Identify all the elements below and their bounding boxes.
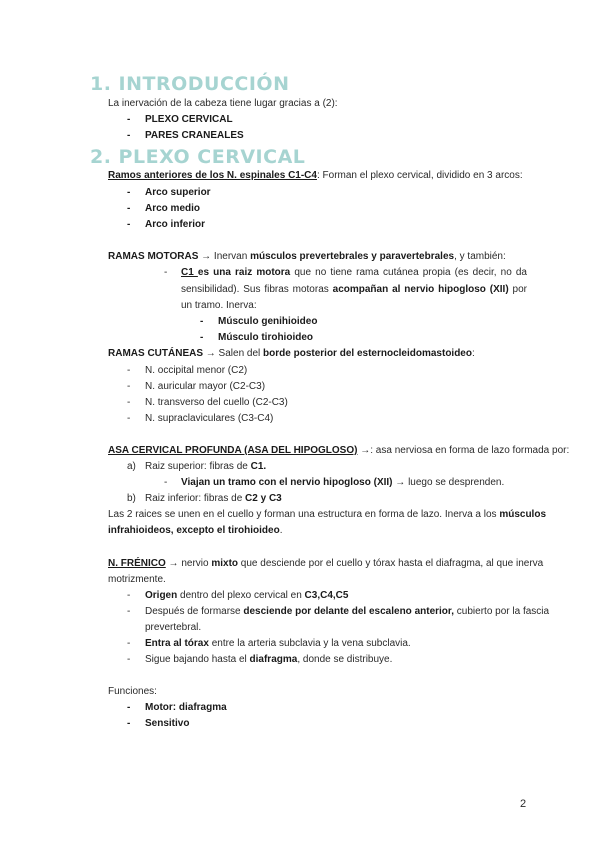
list-marker: b) [127, 493, 136, 504]
list-item: Arco inferior [145, 219, 206, 230]
bullet-dash: - [127, 654, 131, 665]
list-item: Arco superior [145, 187, 211, 198]
section-1-heading: 1. INTRODUCCIÓN [90, 73, 290, 95]
text-run-bold: diafragma [249, 654, 298, 665]
bullet-dash: - [127, 187, 131, 198]
text-run: Raiz inferior: fibras de [145, 493, 246, 504]
ramas-cutaneas-label: RAMAS CUTÁNEAS [108, 348, 203, 359]
asa-paragraph-line1 [108, 507, 547, 524]
bullet-dash: - [127, 413, 131, 424]
text-run-bold: Viajan un tramo con el nervio hipogloso (XII) [181, 477, 393, 488]
text-run-bold: C3,C4,C5 [304, 590, 349, 601]
bullet-dash: - [127, 203, 131, 214]
frenico-label: N. FRÉNICO [108, 558, 166, 569]
text-run-bold: acompañan al nervio hipogloso (XII) [332, 283, 509, 295]
bullet-dash: - [164, 477, 168, 488]
bullet-dash: - [127, 590, 131, 601]
frenico-paragraph-line1 [108, 556, 544, 573]
asa-cervical-label: ASA CERVICAL PROFUNDA (ASA DEL HIPOGLOSO) [108, 445, 358, 456]
ramos-text: : Forman el plexo cervical, dividido en 3 arcos: [316, 170, 523, 181]
list-item [145, 604, 549, 621]
bullet-dash: - [127, 130, 131, 141]
text-run: entre la arteria subclavia y la vena subclavia. [208, 638, 411, 649]
list-item: Sensitivo [145, 718, 190, 729]
text-run-bold: músculos [499, 509, 547, 520]
c1-paragraph [181, 265, 527, 315]
text-run: dentro del plexo cervical en [177, 590, 305, 601]
text-run: que no tiene rama cutánea propia (es decir, no da sensibilidad). Sus fibras motoras [181, 267, 527, 295]
list-item: N. transverso del cuello (C2-C3) [145, 397, 288, 408]
asa-paragraph-line2 [108, 523, 526, 540]
list-item: PLEXO CERVICAL [145, 114, 233, 125]
bullet-dash: - [127, 219, 131, 230]
text-run-bold: C1. [250, 461, 267, 472]
text-run: cubierto por la fascia [454, 606, 550, 617]
section-2-heading: 2. PLEXO CERVICAL [90, 146, 306, 168]
list-marker: a) [127, 461, 136, 472]
text-run: Las 2 raices se unen en el cuello y forman una estructura en forma de lazo. Inerva a los [108, 509, 500, 520]
text-run: → luego se desprenden. [392, 477, 505, 488]
text-run: , y también: [454, 251, 506, 262]
bullet-dash: - [200, 332, 204, 343]
bullet-dash: - [200, 316, 204, 327]
text-run: → nervio [165, 558, 212, 569]
text-run: →: asa nerviosa en forma de lazo formada por: [357, 445, 570, 456]
text-run-bold: infrahioideos, excepto el tirohioideo [108, 525, 280, 536]
bullet-dash: - [127, 114, 131, 125]
list-item: Músculo tirohioideo [218, 332, 313, 343]
bullet-dash: - [127, 606, 131, 617]
ramos-label: Ramos anteriores de los N. espinales C1-C4 [108, 170, 317, 181]
frenico-paragraph-line2: motrizmente. [108, 574, 166, 585]
list-item: PARES CRANEALES [145, 130, 244, 141]
ramas-cutaneas-paragraph [108, 346, 526, 363]
list-item [145, 491, 282, 508]
intro-text: La inervación de la cabeza tiene lugar gracias a (2): [108, 98, 338, 109]
text-run: por un tramo. Inerva: [181, 283, 527, 311]
bullet-dash: - [127, 381, 131, 392]
text-run-bold: es una raiz motora [197, 267, 291, 278]
bullet-dash: - [164, 267, 168, 278]
text-run: : [471, 348, 475, 359]
list-item [145, 459, 266, 476]
asa-cervical-paragraph [108, 443, 570, 460]
text-run: Sigue bajando hasta el [145, 654, 250, 665]
list-item: Músculo genihioideo [218, 316, 318, 327]
ramas-motoras-label: RAMAS MOTORAS [108, 251, 199, 262]
text-run: . [279, 525, 283, 536]
text-run-bold: músculos prevertebrales y paravertebrales [250, 251, 455, 262]
bullet-dash: - [127, 718, 131, 729]
text-run: , donde se distribuye. [297, 654, 393, 665]
list-item: N. auricular mayor (C2-C3) [145, 381, 266, 392]
text-run-bold: Entra al tórax [145, 638, 209, 649]
list-item-continuation: prevertebral. [145, 622, 202, 633]
list-item [181, 475, 504, 492]
text-run-bold: mixto [211, 558, 239, 569]
list-item: Motor: diafragma [145, 702, 227, 713]
text-run-bold: desciende por delante del escaleno anterior, [243, 606, 455, 617]
list-item [145, 652, 392, 669]
bullet-dash: - [127, 365, 131, 376]
text-run-bold: C2 y C3 [245, 493, 282, 504]
list-item: N. occipital menor (C2) [145, 365, 248, 376]
c1-label: C1 [181, 267, 198, 278]
text-run-bold: borde posterior del esternocleidomastoideo [263, 348, 472, 359]
text-run-bold: Origen [145, 590, 178, 601]
bullet-dash: - [127, 702, 131, 713]
text-run: → Inervan [198, 251, 251, 262]
list-item: Arco medio [145, 203, 201, 214]
ramas-motoras-paragraph [108, 249, 526, 266]
text-run: → Salen del [203, 348, 264, 359]
bullet-dash: - [127, 638, 131, 649]
funciones-label: Funciones: [108, 686, 157, 697]
list-item [145, 636, 411, 653]
text-run: Después de formarse [145, 606, 244, 617]
text-run: que desciende por el cuello y tórax hasta el diafragma, al que inerva [238, 558, 544, 569]
ramos-paragraph [108, 168, 526, 185]
list-item [145, 588, 348, 605]
text-run: Raiz superior: fibras de [145, 461, 251, 472]
page-number: 2 [520, 798, 527, 810]
list-item: N. supraclaviculares (C3-C4) [145, 413, 274, 424]
bullet-dash: - [127, 397, 131, 408]
